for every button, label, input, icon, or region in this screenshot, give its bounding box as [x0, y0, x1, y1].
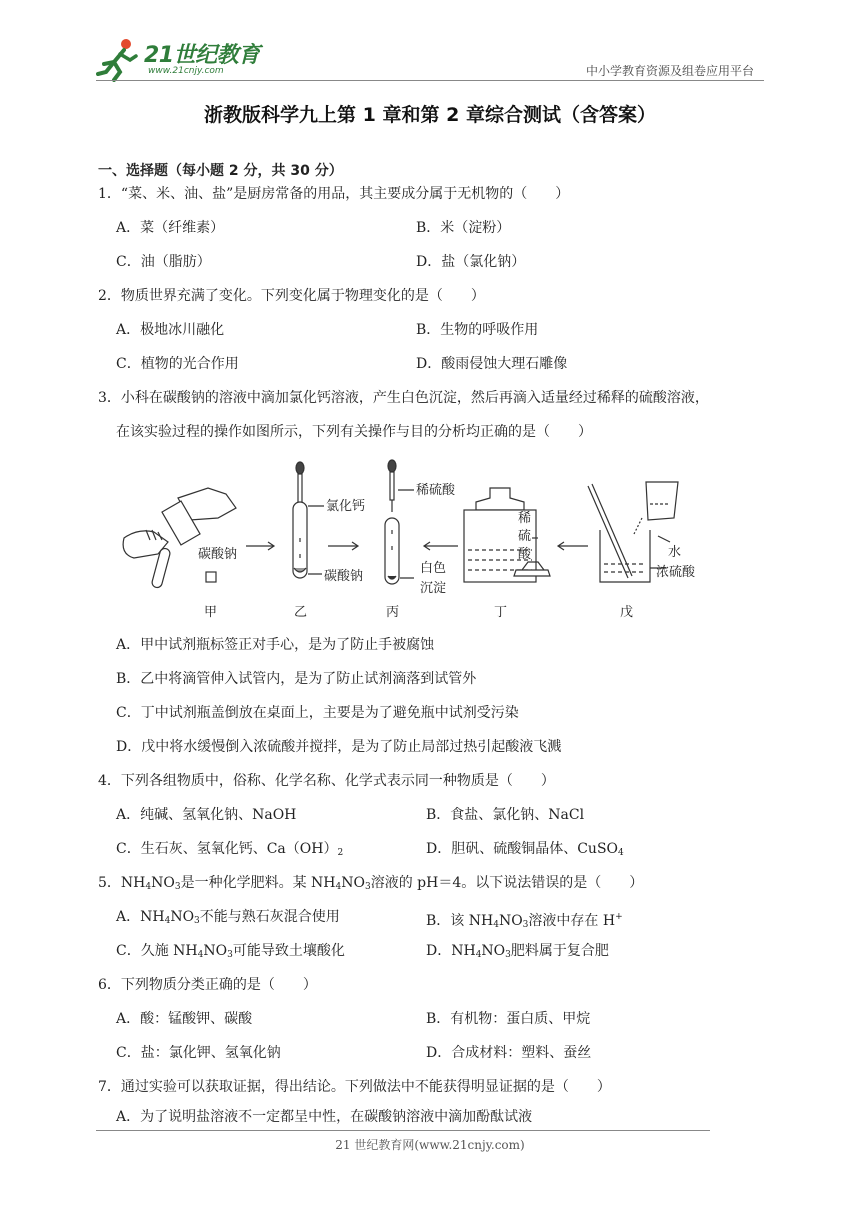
- q1-option-d: D．盐（氯化钠）: [416, 254, 526, 270]
- q3-option-a: A．甲中试剂瓶标签正对手心，是为了防止手被腐蚀: [116, 637, 435, 653]
- q5-option-b: B．该 $NH_4NO_3$溶液中存在 H+: [426, 912, 623, 930]
- label-na2co3-2: 碳酸钠: [324, 569, 364, 584]
- q6-option-c: C．盐：氯化钾、氢氧化钠: [116, 1045, 281, 1061]
- experiment-diagram: [118, 458, 758, 628]
- question-5-stem: 5．$NH_4NO_3$是一种化学肥料。某 $NH_4NO_3$溶液的 pH＝4。以下说法错误的是（ ）: [98, 875, 644, 892]
- q4-option-b: B．食盐、氯化钠、NaCl: [426, 807, 585, 823]
- label-na2co3-1: 碳酸钠: [198, 547, 238, 562]
- experiment-figure: [118, 458, 758, 628]
- reagent-bottle-ding: [464, 488, 550, 582]
- logo-text: 21世纪教育: [144, 43, 260, 68]
- q1-option-c: C．油（脂肪）: [116, 254, 211, 270]
- question-6-stem: 6．下列物质分类正确的是（ ）: [98, 977, 317, 993]
- q2-option-c: C．植物的光合作用: [116, 356, 239, 372]
- q4-option-c: C．生石灰、氢氧化钙、$Ca(OH)_2$: [116, 841, 344, 858]
- question-3-stem-line1: 3．小科在碳酸钠的溶液中滴加氯化钙溶液，产生白色沉淀，然后再滴入适量经过稀释的硫酸溶液，: [98, 390, 709, 406]
- q2-option-d: D．酸雨侵蚀大理石雕像: [416, 356, 568, 372]
- label-precip: 沉淀: [420, 581, 447, 596]
- q7-option-a: A．为了说明盐溶液不一定都呈中性，在碳酸钠溶液中滴加酚酞试液: [116, 1109, 533, 1125]
- q2-option-b: B．生物的呼吸作用: [416, 322, 539, 338]
- footer-divider: [96, 1130, 710, 1131]
- label-suan: 酸: [518, 547, 532, 562]
- logo-url: www.21cnjy.com: [148, 66, 224, 76]
- pouring-hand-figure: [123, 488, 236, 589]
- label-cacl2: 氯化钙: [326, 499, 366, 514]
- caption-bing: 丙: [386, 605, 400, 620]
- q4-option-a: A．纯碱、氢氧化钠、NaOH: [116, 807, 297, 823]
- label-white: 白色: [420, 561, 447, 576]
- q3-option-c: C．丁中试剂瓶盖倒放在桌面上，主要是为了避免瓶中试剂受污染: [116, 705, 519, 721]
- question-3-stem-line2: 在该实验过程的操作如图所示，下列有关操作与目的分析均正确的是（ ）: [116, 424, 592, 440]
- question-4-stem: 4．下列各组物质中，俗称、化学名称、化学式表示同一种物质是（ ）: [98, 773, 555, 789]
- header-divider: [96, 80, 764, 81]
- arrow-wu-ding: [558, 542, 588, 550]
- q5-option-d: D．$NH_4NO_3$肥料属于复合肥: [426, 943, 609, 960]
- caption-wu: 戊: [620, 605, 634, 620]
- header-platform-text: 中小学教育资源及组卷应用平台: [585, 64, 754, 78]
- label-conc-h2so4: 浓硫酸: [656, 565, 696, 580]
- page-title: 浙教版科学九上第 1 章和第 2 章综合测试（含答案）: [204, 104, 656, 126]
- q6-option-a: A．酸：锰酸钾、碳酸: [116, 1011, 253, 1027]
- q5-option-a: A．$NH_4NO_3$不能与熟石灰混合使用: [116, 909, 340, 926]
- label-dilute-h2so4: 稀硫酸: [416, 483, 456, 498]
- question-1-stem: 1．“菜、米、油、盐”是厨房常备的用品，其主要成分属于无机物的（ ）: [98, 186, 570, 202]
- question-2-stem: 2．物质世界充满了变化。下列变化属于物理变化的是（ ）: [98, 288, 485, 304]
- q3-option-b: B．乙中将滴管伸入试管内，是为了防止试剂滴落到试管外: [116, 671, 477, 687]
- site-logo: [96, 36, 266, 82]
- q1-option-a: A．菜（纤维素）: [116, 220, 225, 236]
- label-liu: 硫: [518, 529, 532, 544]
- runner-icon: [96, 36, 142, 82]
- label-xi: 稀: [518, 511, 532, 526]
- q1-option-b: B．米（淀粉）: [416, 220, 511, 236]
- q6-option-b: B．有机物：蛋白质、甲烷: [426, 1011, 591, 1027]
- dropper-tube-bing: [385, 460, 414, 584]
- question-7-stem: 7．通过实验可以获取证据，得出结论。下列做法中不能获得明显证据的是（ ）: [98, 1079, 611, 1095]
- footer-text: 21 世纪教育网(www.21cnjy.com): [335, 1138, 525, 1152]
- caption-yi: 乙: [294, 605, 308, 620]
- caption-jia: 甲: [204, 605, 218, 620]
- q6-option-d: D．合成材料：塑料、蚕丝: [426, 1045, 592, 1061]
- q3-option-d: D．戊中将水缓慢倒入浓硫酸并搅拌，是为了防止局部过热引起酸液飞溅: [116, 739, 562, 755]
- label-water: 水: [668, 545, 682, 560]
- caption-ding: 丁: [494, 605, 508, 620]
- section-heading: 一、选择题（每小题 2 分，共 30 分）: [98, 163, 343, 179]
- q2-option-a: A．极地冰川融化: [116, 322, 225, 338]
- q5-option-c: C．久施 $NH_4NO_3$可能导致土壤酸化: [116, 943, 345, 960]
- q4-option-d: D．胆矾、硫酸铜晶体、CuSO$_4$: [426, 841, 624, 858]
- arrow-yi-bing: [328, 542, 358, 550]
- arrow-jia-yi: [246, 542, 274, 550]
- dropper-tube-yi: [293, 462, 324, 578]
- arrow-ding-bing: [424, 542, 458, 550]
